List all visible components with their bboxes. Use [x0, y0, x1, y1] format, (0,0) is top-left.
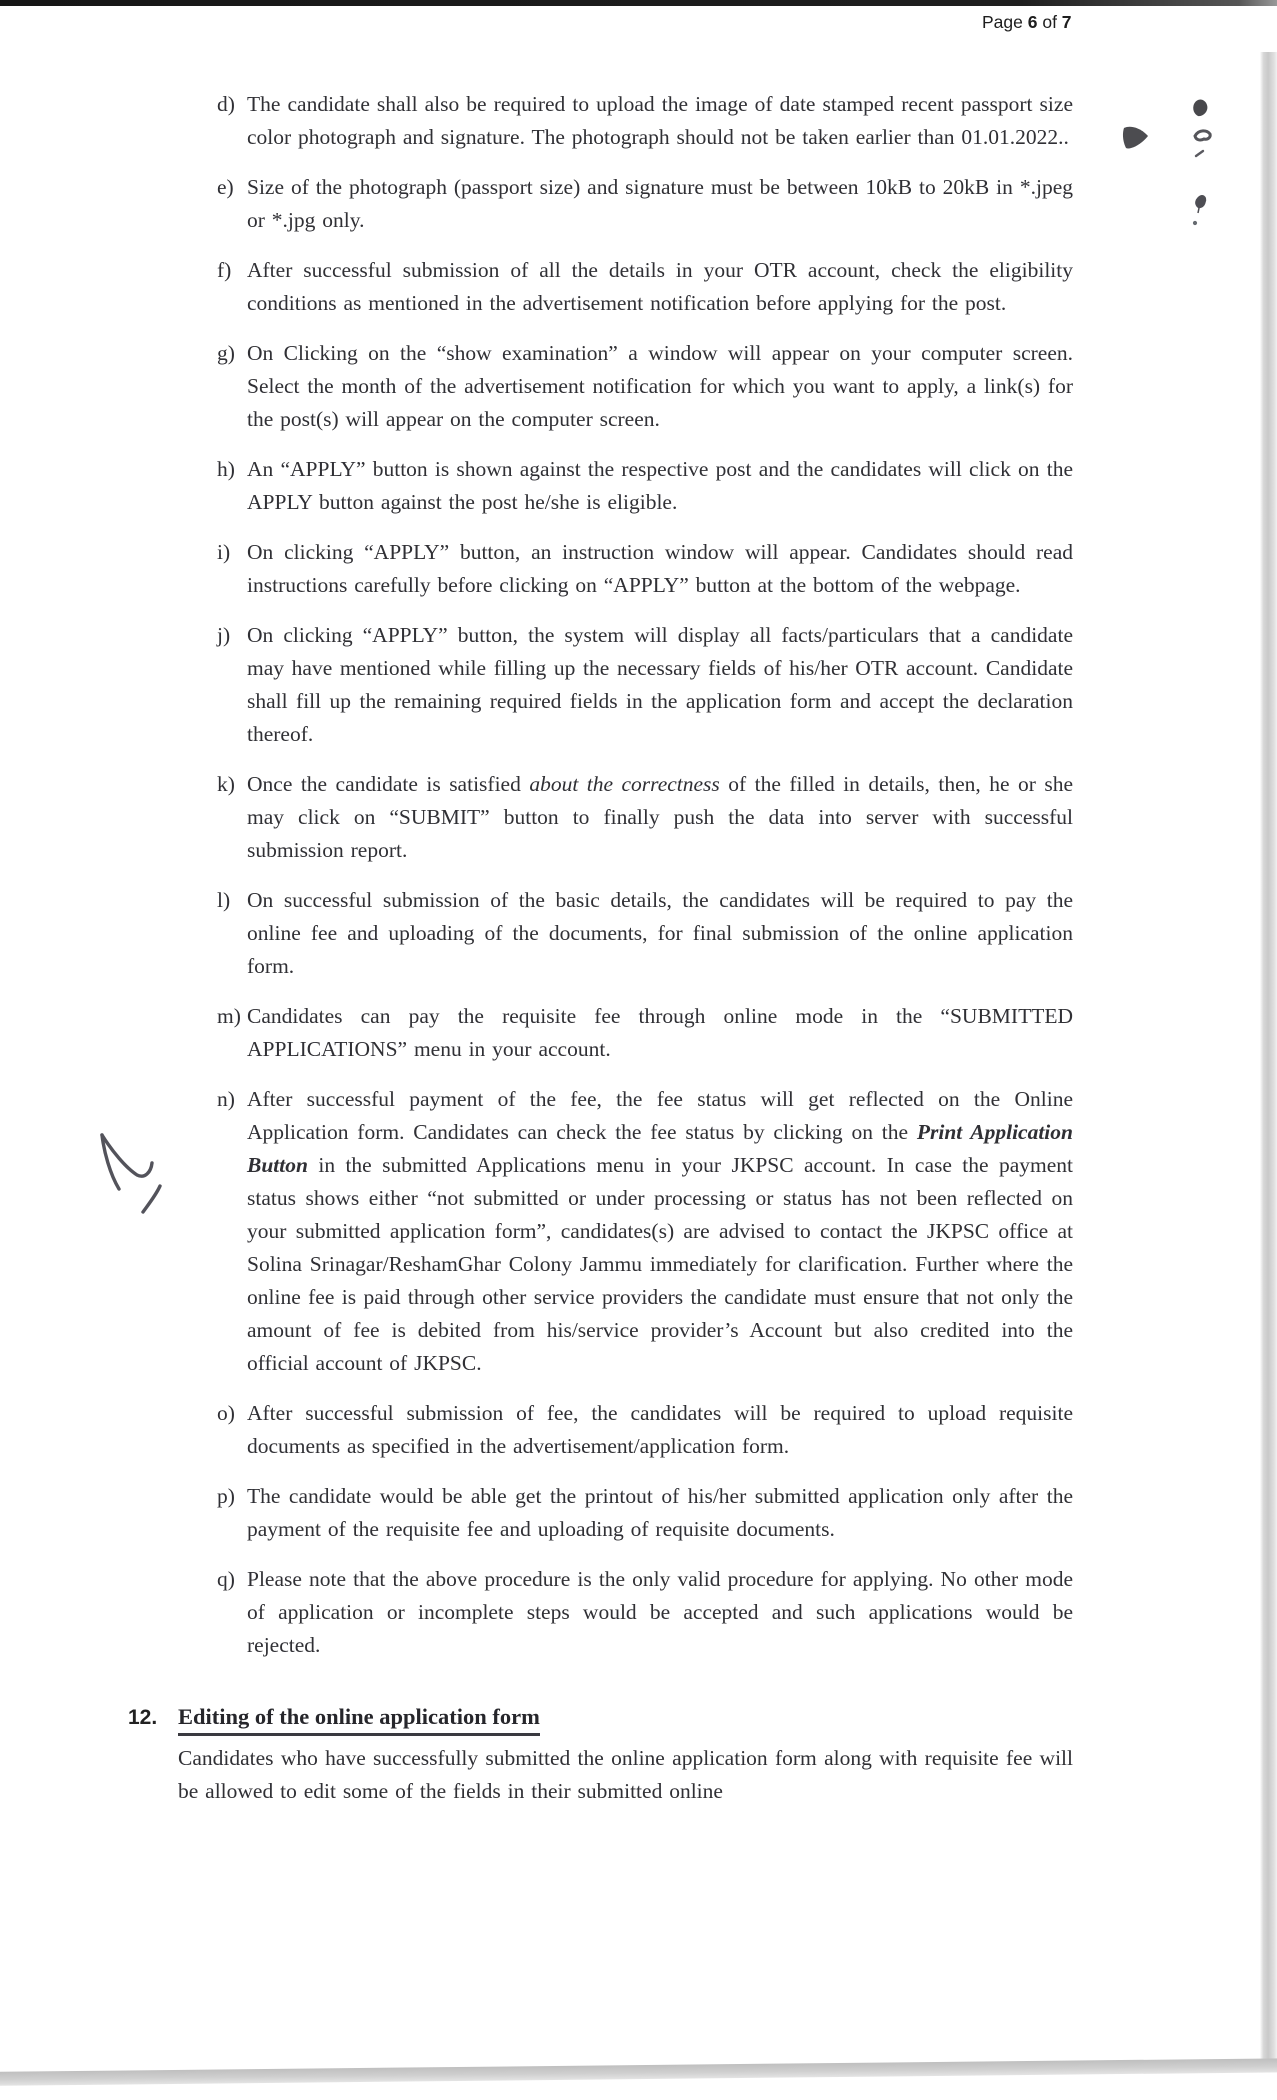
- text-segment: Please note that the above procedure is the only valid procedure for applying. No other mode of application or incomplete steps would be accepted and such applications would be rejected.: [247, 1567, 1073, 1657]
- list-item-text: [247, 337, 1073, 436]
- text-segment: On Clicking on the “show examination” a window will appear on your computer screen. Select the month of the advertisement notification for which you want to apply, a link(s) for the post(s) will appear on the computer screen.: [247, 341, 1073, 431]
- list-item-text: [247, 1563, 1073, 1662]
- section-number: 12.: [128, 1706, 158, 1729]
- text-segment: After successful submission of fee, the candidates will be required to upload requisite documents as specified in the advertisement/application form.: [247, 1401, 1073, 1458]
- section-title: Editing of the online application form: [178, 1700, 540, 1736]
- list-item-label: o): [217, 1401, 235, 1425]
- list-item-label: q): [217, 1567, 235, 1591]
- list-item-label: e): [217, 175, 234, 199]
- list-item-label: k): [217, 772, 235, 796]
- list-item-text: [247, 1083, 1073, 1380]
- list-item-text: [247, 1397, 1073, 1463]
- list-item-label: m): [217, 1004, 241, 1028]
- scan-top-edge: [0, 0, 1277, 6]
- list-item: [217, 1397, 1073, 1463]
- list-item-label: i): [217, 540, 231, 564]
- list-item-label: j): [217, 623, 231, 647]
- list-item: [217, 768, 1073, 867]
- handwritten-pen-mark: [90, 1124, 170, 1224]
- text-segment: of the filled in details, then, he or she may click on “SUBMIT” button to finally push the data into server with successful submission report.: [247, 772, 1073, 862]
- instruction-list: [217, 88, 1073, 1662]
- list-item: [217, 254, 1073, 320]
- text-segment: Once the candidate is satisfied: [247, 772, 530, 796]
- list-item: [217, 171, 1073, 237]
- list-item-label: p): [217, 1484, 235, 1508]
- text-segment: After successful submission of all the details in your OTR account, check the eligibility conditions as mentioned in the advertisement notification before applying for the post.: [247, 258, 1073, 315]
- list-item: [217, 1000, 1073, 1066]
- list-item-label: n): [217, 1087, 235, 1111]
- list-item-label: d): [217, 92, 235, 116]
- of-label: of: [1037, 12, 1062, 32]
- list-item-label: h): [217, 457, 235, 481]
- text-segment: After successful payment of the fee, the fee status will get reflected on the Online Application form. Candidates can check the fee status by clicking on the: [247, 1087, 1073, 1144]
- list-item-text: [247, 768, 1073, 867]
- section-12: [128, 1700, 1073, 1808]
- list-item-label: g): [217, 341, 235, 365]
- text-segment: in the submitted Applications menu in your JKPSC account. In case the payment status shows either “not submitted or under processing or status has not been reflected on your submitted application form”, candidates(s) are advised to contact the JKPSC office at Solina Srinagar/ReshamGhar Colony Jammu immediately for clarification. Further where the online fee is paid through other service providers the candidate must ensure that not only the amount of fee is debited from his/service provider’s Account but also credited into the official account of JKPSC.: [247, 1153, 1073, 1375]
- list-item: [217, 1480, 1073, 1546]
- text-segment: Candidates can pay the requisite fee through online mode in the “SUBMITTED APPLICATIONS” menu in your account.: [247, 1004, 1073, 1061]
- text-segment: Print Application Button: [247, 1120, 1073, 1177]
- list-item: [217, 453, 1073, 519]
- text-segment: The candidate would be able get the printout of his/her submitted application only after the payment of the requisite fee and uploading of requisite documents.: [247, 1484, 1073, 1541]
- section-12-heading: [128, 1700, 1073, 1736]
- total-pages: 7: [1061, 12, 1072, 32]
- page-number-header: [982, 12, 1072, 33]
- text-segment: Size of the photograph (passport size) and signature must be between 10kB to 20kB in *.jpeg or *.jpg only.: [247, 175, 1073, 232]
- text-segment: On successful submission of the basic details, the candidates will be required to pay the online fee and uploading of the documents, for final submission of the online application form.: [247, 888, 1073, 978]
- section-paragraph: Candidates who have successfully submitted the online application form along with requisite fee will be allowed to edit some of the fields in their submitted online: [178, 1746, 1073, 1803]
- list-item-label: l): [217, 888, 231, 912]
- scan-bottom-edge: [0, 2058, 1277, 2086]
- list-item-text: [247, 88, 1073, 154]
- text-segment: The candidate shall also be required to upload the image of date stamped recent passport size color photograph and signature. The photograph should not be taken earlier than 01.01.2022..: [247, 92, 1073, 149]
- list-item-text: [247, 536, 1073, 602]
- list-item-text: [247, 171, 1073, 237]
- scan-right-edge-shadow: [1255, 52, 1277, 2068]
- list-item: [217, 88, 1073, 154]
- list-item-text: [247, 254, 1073, 320]
- text-segment: An “APPLY” button is shown against the respective post and the candidates will click on the APPLY button against the post he/she is eligible.: [247, 457, 1073, 514]
- page-number: 6: [1027, 12, 1038, 32]
- list-item-text: [247, 1000, 1073, 1066]
- list-item-text: [247, 453, 1073, 519]
- list-item: [217, 337, 1073, 436]
- list-item-text: [247, 619, 1073, 751]
- text-segment: about the correctness: [529, 772, 720, 796]
- ink-smudge-marks: [1118, 88, 1228, 238]
- list-item: [217, 884, 1073, 983]
- document-body: [128, 88, 1073, 1808]
- list-item-label: f): [217, 258, 232, 282]
- page-label: Page: [982, 12, 1028, 32]
- list-item-text: [247, 1480, 1073, 1546]
- list-item: [217, 1563, 1073, 1662]
- list-item: [217, 619, 1073, 751]
- text-segment: On clicking “APPLY” button, the system will display all facts/particulars that a candidate may have mentioned while filling up the necessary fields of his/her OTR account. Candidate shall fill up the remaining required fields in the application form and accept the declaration thereof.: [247, 623, 1073, 746]
- list-item: [217, 1083, 1073, 1380]
- list-item-text: [247, 884, 1073, 983]
- text-segment: On clicking “APPLY” button, an instruction window will appear. Candidates should read instructions carefully before clicking on “APPLY” button at the bottom of the webpage.: [247, 540, 1073, 597]
- list-item: [217, 536, 1073, 602]
